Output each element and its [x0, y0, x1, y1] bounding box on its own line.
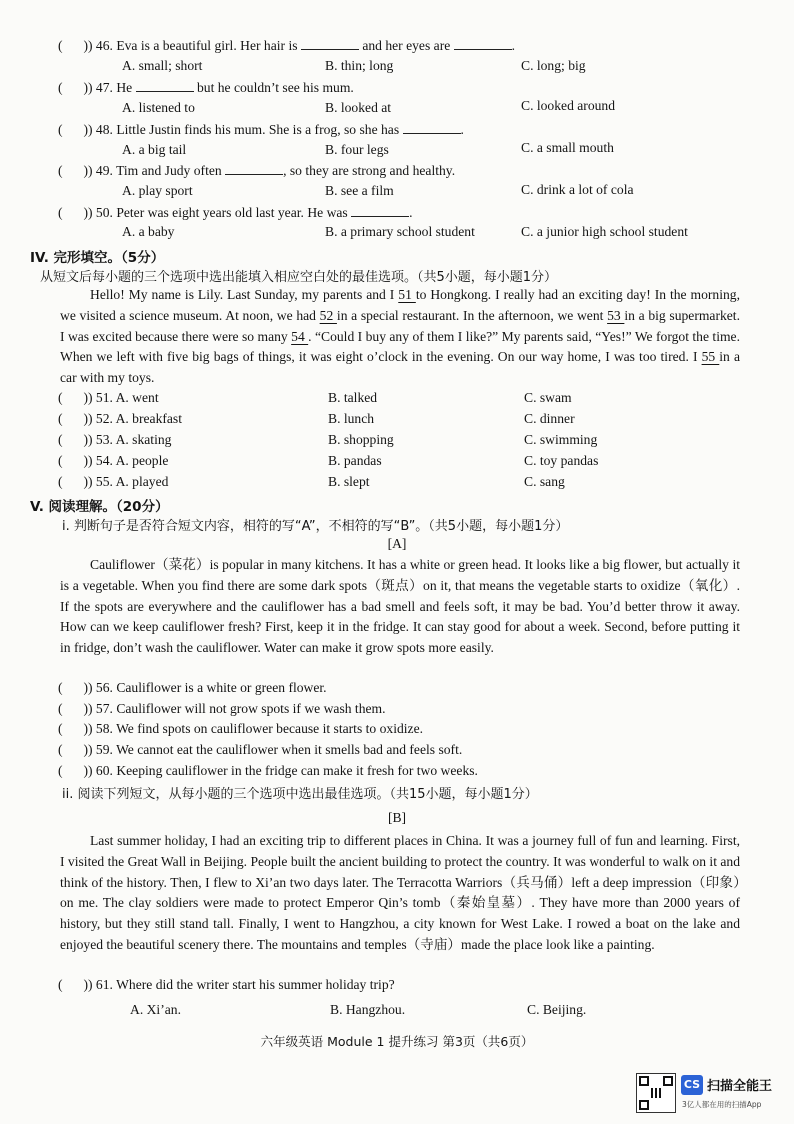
question-51: ( )) 51. A. went [58, 390, 159, 406]
answer-blank [136, 79, 194, 92]
question-57: ( )) 57. Cauliflower will not grow spots if we wash them. [58, 701, 386, 717]
option-c: C. toy pandas [524, 453, 599, 468]
blank-51: 51 [398, 287, 416, 302]
answer-blank [454, 37, 512, 50]
answer-blank [301, 37, 359, 50]
blank-52: 52 [319, 307, 337, 323]
question-47: ( )) 47. He but he couldn’t see his mum. [58, 79, 354, 96]
option-c: C. drink a lot of cola [521, 182, 634, 197]
option-c: C. a junior high school student [521, 224, 688, 239]
option-b: B. four legs [325, 142, 389, 157]
option-a: A. small; short [122, 58, 203, 73]
option-b: B. talked [328, 390, 378, 405]
answer-paren[interactable] [58, 453, 88, 469]
answer-paren[interactable] [58, 38, 88, 54]
blank-53: 53 [607, 307, 625, 323]
answer-paren[interactable] [58, 742, 88, 758]
question-52: ( )) 52. A. breakfast [58, 411, 182, 427]
answer-paren[interactable] [58, 390, 88, 406]
question-46: ( )) 46. Eva is a beautiful girl. Her hair is and her eyes are . [58, 37, 515, 54]
option-b: B. a primary school student [325, 224, 475, 239]
question-61: ( )) 61. Where did the writer start his summer holiday trip? [58, 977, 395, 993]
option-c: C. swimming [524, 432, 598, 447]
passage-label-b: [B] [387, 810, 407, 825]
question-54: ( )) 54. A. people [58, 453, 168, 469]
option-b: B. Hangzhou. [330, 1002, 406, 1017]
answer-paren[interactable] [58, 122, 88, 138]
section-instruction: 从短文后每小题的三个选项中选出能填入相应空白处的最佳选项。（共5小题，每小题1分） [40, 270, 558, 285]
answer-paren[interactable] [58, 163, 88, 179]
option-a: A. Xi’an. [130, 1002, 181, 1017]
question-49: ( )) 49. Tim and Judy often , so they are strong and healthy. [58, 162, 455, 179]
question-48: ( )) 48. Little Justin finds his mum. She is a frog, so she has . [58, 121, 464, 138]
answer-blank [403, 121, 461, 134]
question-53: ( )) 53. A. skating [58, 432, 171, 448]
answer-paren[interactable] [58, 80, 88, 96]
option-c: C. long; big [521, 58, 586, 73]
option-c: C. Beijing. [527, 1002, 587, 1017]
question-50: ( )) 50. Peter was eight years old last year. He was . [58, 204, 413, 221]
option-b: B. looked at [325, 100, 392, 115]
answer-paren[interactable] [58, 977, 88, 993]
option-a: A. play sport [122, 183, 193, 198]
option-c: C. looked around [521, 98, 616, 113]
option-c: C. sang [524, 474, 565, 489]
qr-code-icon [636, 1073, 676, 1113]
question-59: ( )) 59. We cannot eat the cauliflower when it smells bad and feels soft. [58, 742, 462, 758]
option-c: C. dinner [524, 411, 575, 426]
option-a: A. a baby [122, 224, 175, 239]
scanner-tagline: 3亿人都在用的扫描App [682, 1100, 762, 1109]
section-title-reading: V. 阅读理解。（20分） [30, 499, 169, 515]
question-60: ( )) 60. Keeping cauliflower in the fridge can make it fresh for two weeks. [58, 763, 478, 779]
cloze-passage: Hello! My name is Lily. Last Sunday, my parents and I 51 to Hongkong. I really had an exciting day! In the morning, we visited a science museum. At noon, we had 52 in a special restaurant. In the afternoon, we went 53 in a big supermarket. I was excited because there were so many 54 . “Could I buy any of them I like?” My parents said, “Yes!” We forgot the time. When we left with five big bags of things, it was eight o’clock in the evening. On our way home, I was too tired. I 55 in a car with my toys. [60, 287, 740, 386]
section-title-cloze: IV. 完形填空。（5分） [30, 250, 165, 266]
answer-paren[interactable] [58, 411, 88, 427]
scanner-app-name: 扫描全能王 [707, 1079, 773, 1094]
option-c: C. swam [524, 390, 572, 405]
passage-label-a: [A] [387, 536, 407, 551]
option-b: B. see a film [325, 183, 394, 198]
option-c: C. a small mouth [521, 140, 614, 155]
question-58: ( )) 58. We find spots on cauliflower because it starts to oxidize. [58, 721, 423, 737]
section-instruction-ii: ii. 阅读下列短文，从每小题的三个选项中选出最佳选项。（共15小题，每小题1分） [62, 787, 538, 802]
answer-blank [225, 162, 283, 175]
camscanner-logo-icon: CS [681, 1075, 703, 1095]
option-b: B. pandas [328, 453, 382, 468]
option-a: A. listened to [122, 100, 195, 115]
question-55: ( )) 55. A. played [58, 474, 168, 490]
section-instruction-i: i. 判断句子是否符合短文内容，相符的写“A”，不相符的写“B”。（共5小题，每小题1分） [62, 519, 569, 534]
answer-paren[interactable] [58, 721, 88, 737]
blank-54: 54 [291, 328, 309, 344]
answer-blank [351, 204, 409, 217]
blank-55: 55 [701, 349, 720, 365]
answer-paren[interactable] [58, 680, 88, 696]
answer-paren[interactable] [58, 474, 88, 490]
answer-paren[interactable] [58, 432, 88, 448]
option-b: B. shopping [328, 432, 394, 447]
option-b: B. slept [328, 474, 370, 489]
page-footer: 六年级英语 Module 1 提升练习 第3页（共6页） [260, 1034, 534, 1049]
option-b: B. thin; long [325, 58, 394, 73]
question-56: ( )) 56. Cauliflower is a white or green flower. [58, 680, 327, 696]
passage-a: Cauliflower（菜花）is popular in many kitchens. It has a white or green head. It looks like a big flower, but actually it is a vegetable. When you find there are some dark spots（斑点）on it, that means the vegetable starts to oxidize（氧化）. If the spots are everywhere and the cauliflower has a bad smell and feels soft, it may be bad. You’d better throw it away. How can we keep cauliflower fresh? First, keep it in the fridge. It can stay good for about a week. Second, before putting it in fridge, don’t wash the cauliflower. Water can make it grow spots more easily. [60, 557, 740, 656]
option-a: A. a big tail [122, 142, 187, 157]
answer-paren[interactable] [58, 763, 88, 779]
answer-paren[interactable] [58, 205, 88, 221]
answer-paren[interactable] [58, 701, 88, 717]
passage-b: Last summer holiday, I had an exciting trip to different places in China. It was a journey full of fun and learning. First, I visited the Great Wall in Beijing. People built the ancient building to protect the country. It was wonderful to walk on it and think of the history. Then, I flew to Xi’an two days later. The Terracotta Warriors（兵马俑）left a deep impression（印象）on me. The clay soldiers were made to protect Emperor Qin’s tomb（秦始皇墓）. They have more than 2000 years of history, but they still stand tall. Finally, I went to Hangzhou, a city known for West Lake. I rowed a boat on the lake and enjoyed the beautiful scenery there. The mountains and temples（寺庙）made the place look like a painting. [60, 833, 740, 952]
option-b: B. lunch [328, 411, 375, 426]
